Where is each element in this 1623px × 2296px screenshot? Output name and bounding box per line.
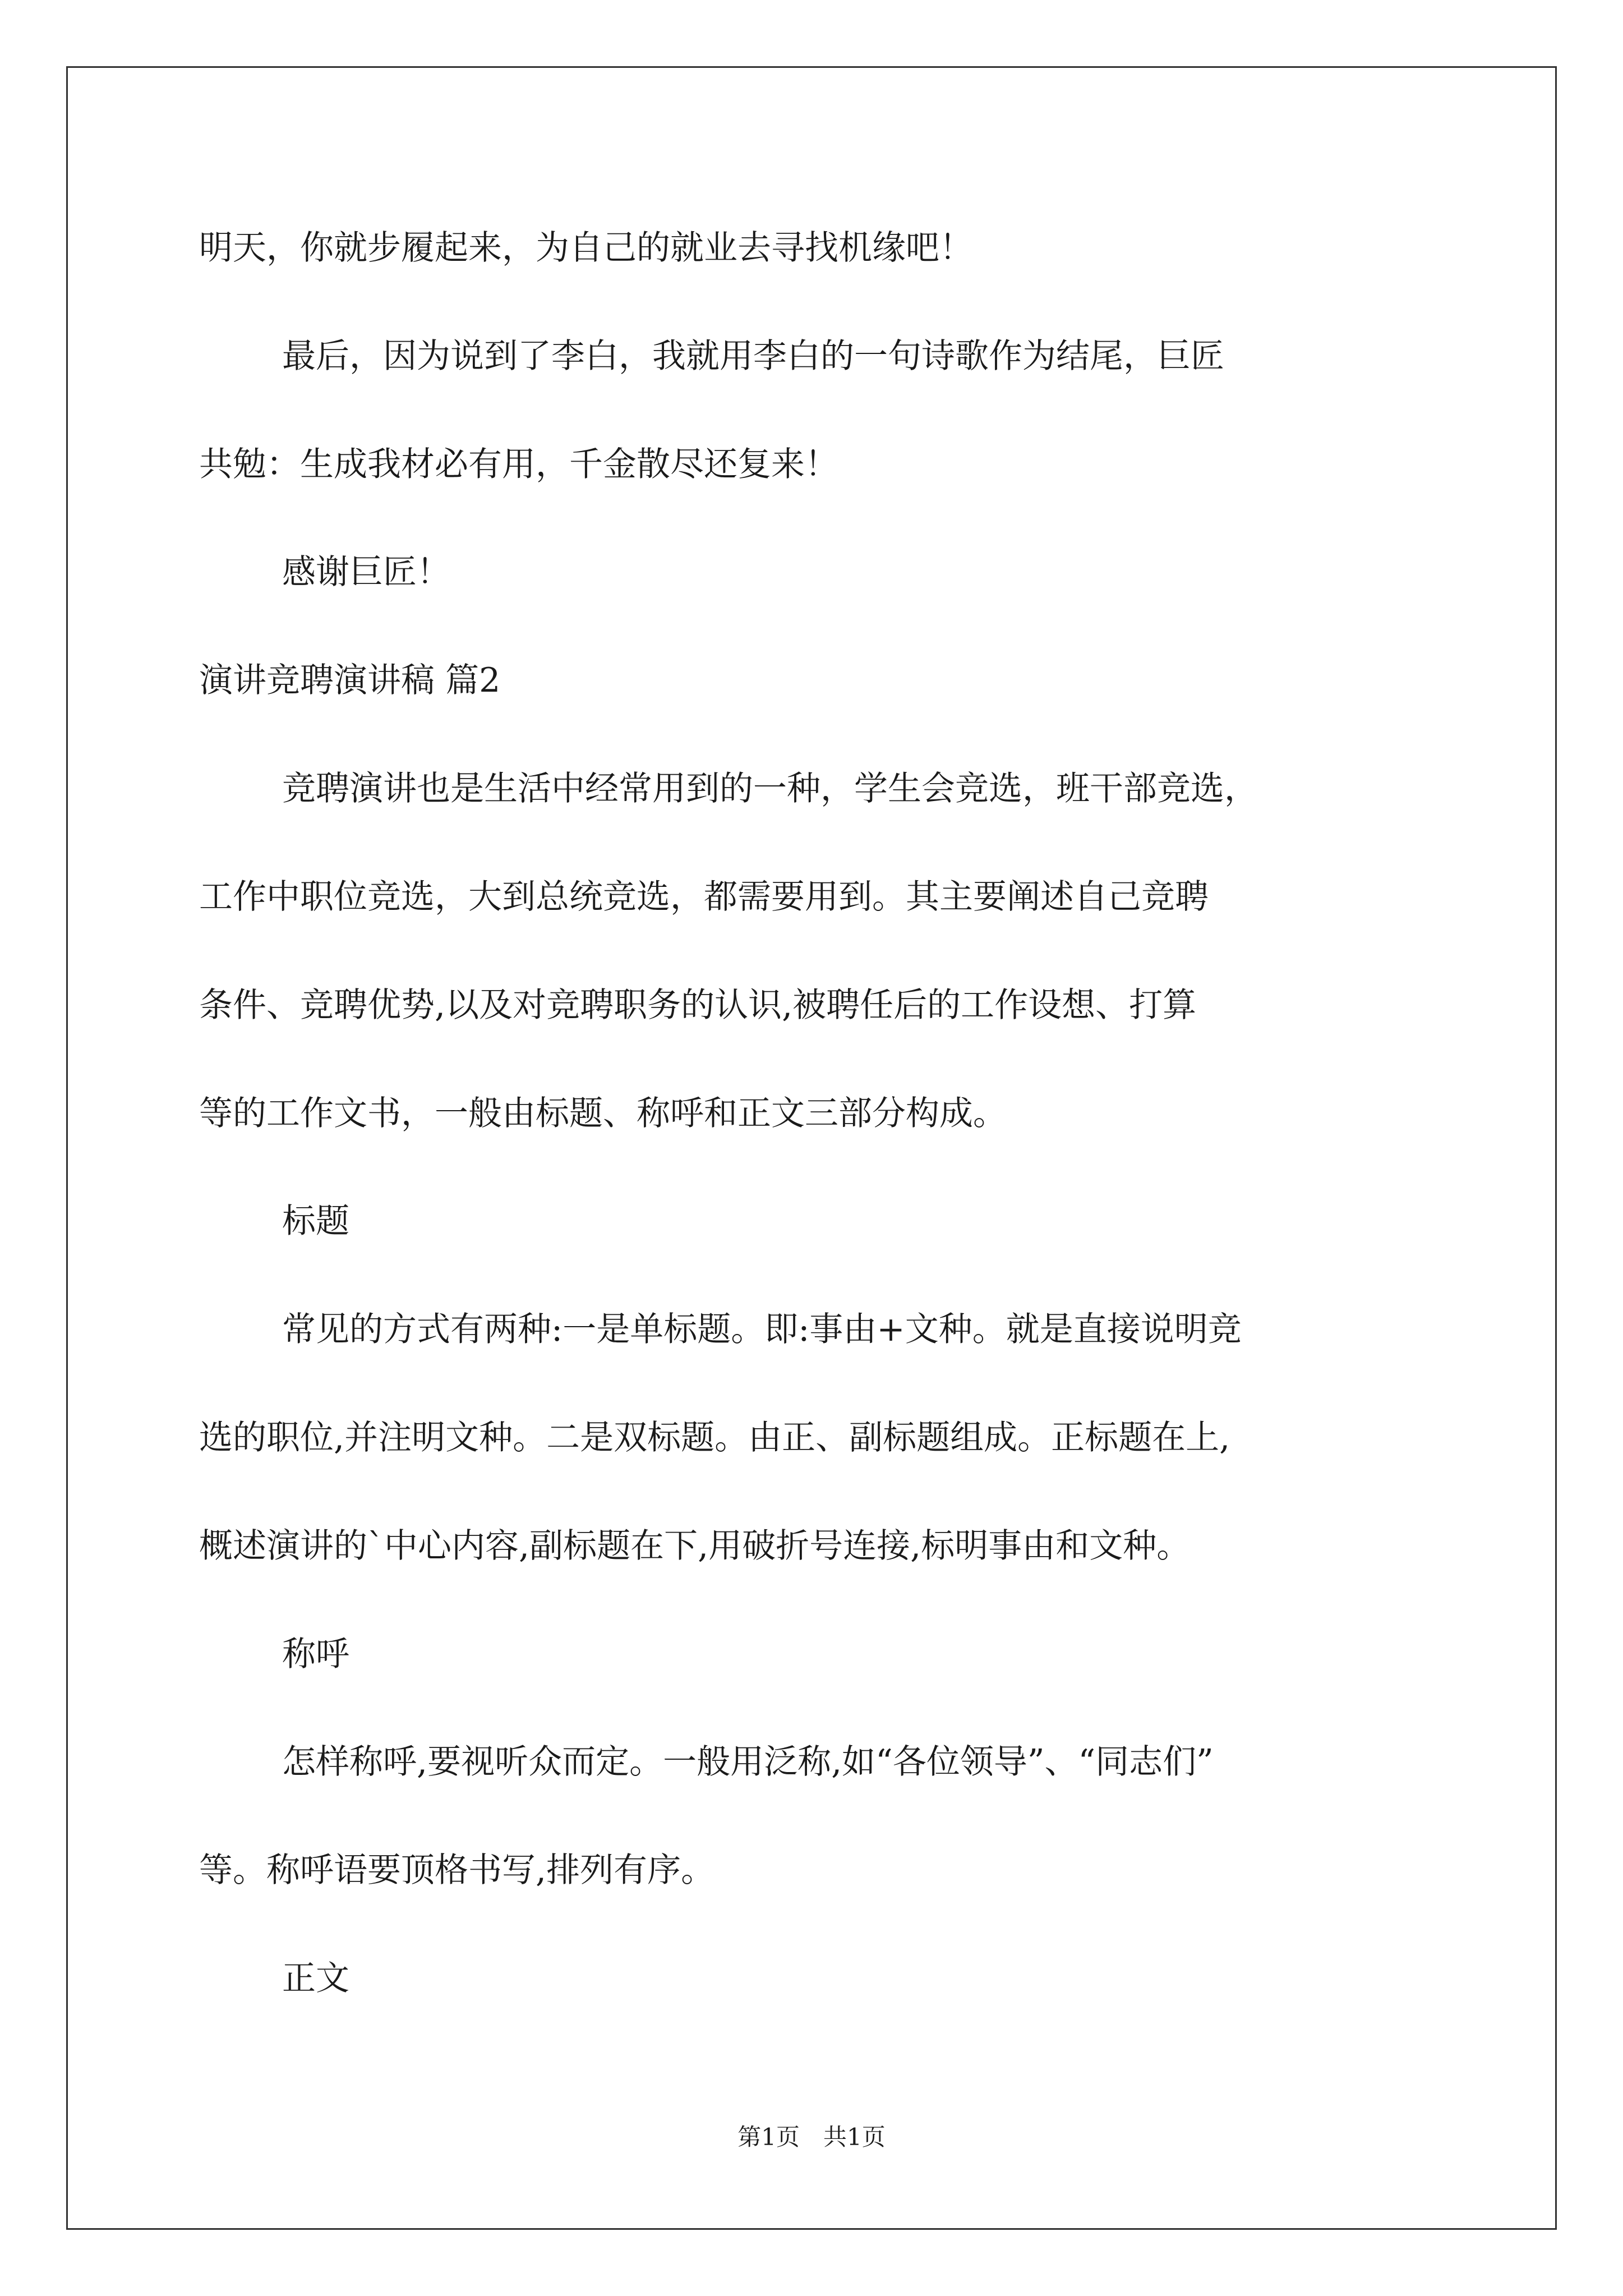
body-line: 条件、竞聘优势,以及对竞聘职务的认识,被聘任后的工作设想、打算 bbox=[199, 986, 1197, 1025]
body-line: 竞聘演讲也是生活中经常用到的一种，学生会竞选，班干部竞选， bbox=[282, 769, 1258, 808]
page-footer: 第1页 共1页 bbox=[737, 2123, 886, 2151]
subheading-salutation: 称呼 bbox=[282, 1635, 349, 1674]
body-line: 常见的方式有两种:一是单标题。即:事由+文种。就是直接说明竞 bbox=[282, 1310, 1242, 1349]
section-heading: 演讲竞聘演讲稿 篇2 bbox=[199, 661, 501, 700]
body-line: 等的工作文书，一般由标题、称呼和正文三部分构成。 bbox=[199, 1094, 1007, 1133]
body-line: 等。称呼语要顶格书写,排列有序。 bbox=[199, 1851, 715, 1890]
body-line: 共勉：生成我材必有用，千金散尽还复来！ bbox=[199, 445, 838, 484]
body-line: 感谢巨匠！ bbox=[282, 553, 450, 592]
subheading-body: 正文 bbox=[282, 1959, 349, 1998]
body-line: 选的职位,并注明文种。二是双标题。由正、副标题组成。正标题在上, bbox=[199, 1418, 1230, 1457]
body-line: 最后，因为说到了李白，我就用李白的一句诗歌作为结尾，巨匠 bbox=[282, 337, 1224, 376]
body-line: 怎样称呼,要视听众而定。一般用泛称,如“各位领导”、“同志们” bbox=[282, 1742, 1214, 1782]
body-line: 工作中职位竞选，大到总统竞选，都需要用到。其主要阐述自己竞聘 bbox=[199, 877, 1209, 917]
body-line: 明天，你就步履起来，为自己的就业去寻找机缘吧！ bbox=[199, 228, 973, 268]
page-border bbox=[66, 66, 1557, 2230]
body-line: 概述演讲的`中心内容,副标题在下,用破折号连接,标明事由和文种。 bbox=[199, 1526, 1191, 1566]
subheading-title: 标题 bbox=[282, 1202, 349, 1241]
